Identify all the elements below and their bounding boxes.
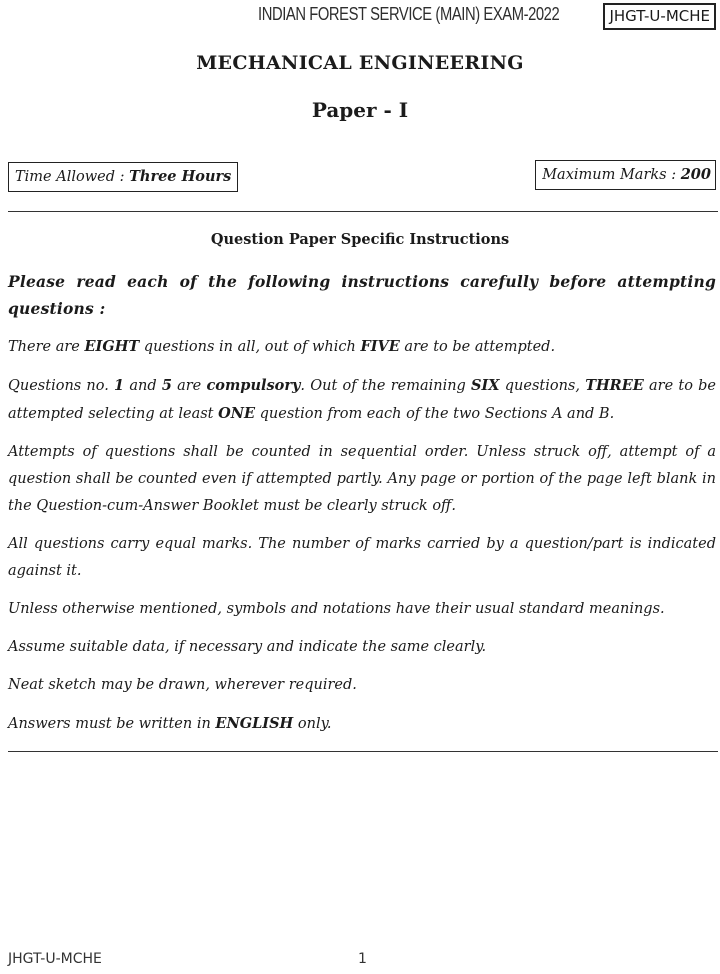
instruction-equal-marks: All questions carry equal marks. The number of marks carried by a question/part is indicated against it. (8, 536, 716, 579)
divider-bottom (8, 751, 718, 752)
instruction-neat-sketch: Neat sketch may be drawn, wherever required. (8, 677, 357, 693)
instruction-language: Answers must be written in ENGLISH only. (8, 715, 332, 732)
max-marks-box (535, 160, 716, 190)
divider-top (8, 211, 718, 212)
instruction-sequential-order: Attempts of questions shall be counted in sequential order. Unless struck off, attempt of a question shall be counted even if attempted partly. Any page or portion of the page left blank in the Question-cum-Answer Booklet must be clearly struck off. (8, 444, 716, 514)
instructions-body (8, 268, 716, 738)
exam-banner: INDIAN FOREST SERVICE (MAIN) EXAM-2022 (258, 4, 560, 24)
time-value: Three Hours (129, 168, 232, 185)
instructions-title: Question Paper Specific Instructions (210, 231, 510, 248)
paper-code-box: JHGT-U-MCHE (603, 3, 716, 30)
page-number: 1 (358, 951, 367, 967)
paper-title: Paper - I (311, 98, 409, 122)
time-label: Time Allowed : (15, 169, 130, 185)
marks-value: 200 (680, 166, 711, 183)
instruction-symbols: Unless otherwise mentioned, symbols and notations have their usual standard meanings. (8, 601, 665, 617)
subject-title: MECHANICAL ENGINEERING (196, 52, 524, 74)
instructions-lead: Please read each of the following instructions carefully before attempting questions : (8, 272, 716, 318)
time-allowed-box (8, 162, 238, 192)
instruction-compulsory: Questions no. 1 and 5 are compulsory. Out of the remaining SIX questions, THREE are to be attempted selecting at least ONE question from each of the two Sections A and B. (8, 377, 717, 422)
instruction-question-count: There are EIGHT questions in all, out of which FIVE are to be attempted. (8, 338, 556, 355)
marks-label: Maximum Marks : (542, 167, 681, 183)
footer-paper-code: JHGT-U-MCHE (8, 951, 102, 967)
instruction-suitable-data: Assume suitable data, if necessary and indicate the same clearly. (8, 639, 487, 655)
